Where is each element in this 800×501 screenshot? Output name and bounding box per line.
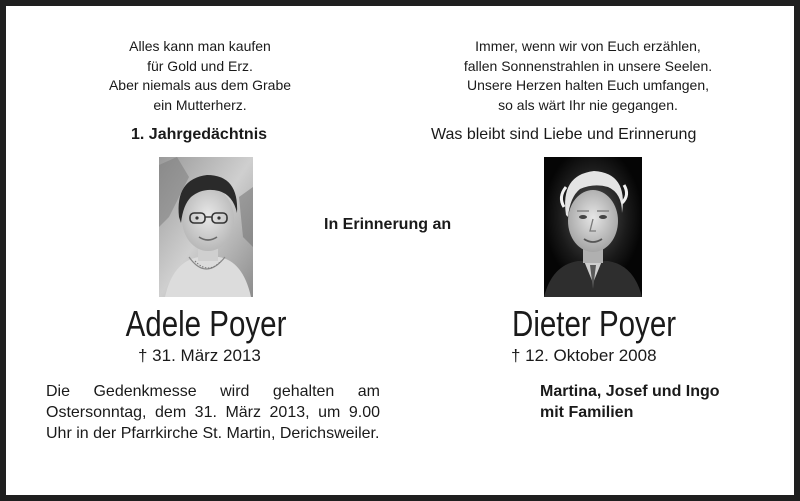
right-poem-line: Unsere Herzen halten Euch umfangen, — [466, 77, 710, 93]
dieter-death-date: † 12. Oktober 2008 — [511, 346, 657, 365]
family-line: Martina, Josef und Ingo — [540, 383, 720, 400]
portrait-woman-icon — [159, 157, 253, 297]
in-memory-heading: In Erinnerung an — [324, 216, 452, 233]
dieter-poyer-name: Dieter Poyer — [512, 303, 677, 344]
family-signature — [540, 381, 720, 423]
left-poem-line: für Gold und Erz. — [147, 57, 253, 74]
dieter-poyer-photo — [544, 157, 642, 297]
family-line: mit Familien — [540, 404, 634, 421]
adele-poyer-photo — [159, 157, 253, 297]
memorial-mass-notice: Die Gedenkmesse wird gehalten am Ostersonntag, dem 31. März 2013, um 9.00 Uhr in der Pfarrkirche St. Martin, Derichsweiler. — [46, 383, 380, 442]
right-poem-line: fallen Sonnenstrahlen in unsere Seelen. — [463, 57, 713, 74]
portrait-man-icon — [544, 157, 642, 297]
left-poem-line: Alles kann man kaufen — [129, 38, 271, 54]
adele-death-date: † 31. März 2013 — [138, 346, 261, 365]
left-poem-line: Aber niemals aus dem Grabe — [108, 77, 292, 93]
adele-poyer-name: Adele Poyer — [125, 303, 287, 344]
left-poem-line: ein Mutterherz. — [153, 96, 247, 113]
right-poem-line: Immer, wenn wir von Euch erzählen, — [475, 38, 701, 54]
right-poem — [438, 37, 738, 115]
right-poem-line: so als wärt Ihr nie gegangen. — [498, 96, 678, 113]
left-poem — [90, 37, 310, 115]
anniversary-heading: 1. Jahrgedächtnis — [131, 126, 268, 143]
remembrance-heading: Was bleibt sind Liebe und Erinnerung — [431, 126, 697, 143]
